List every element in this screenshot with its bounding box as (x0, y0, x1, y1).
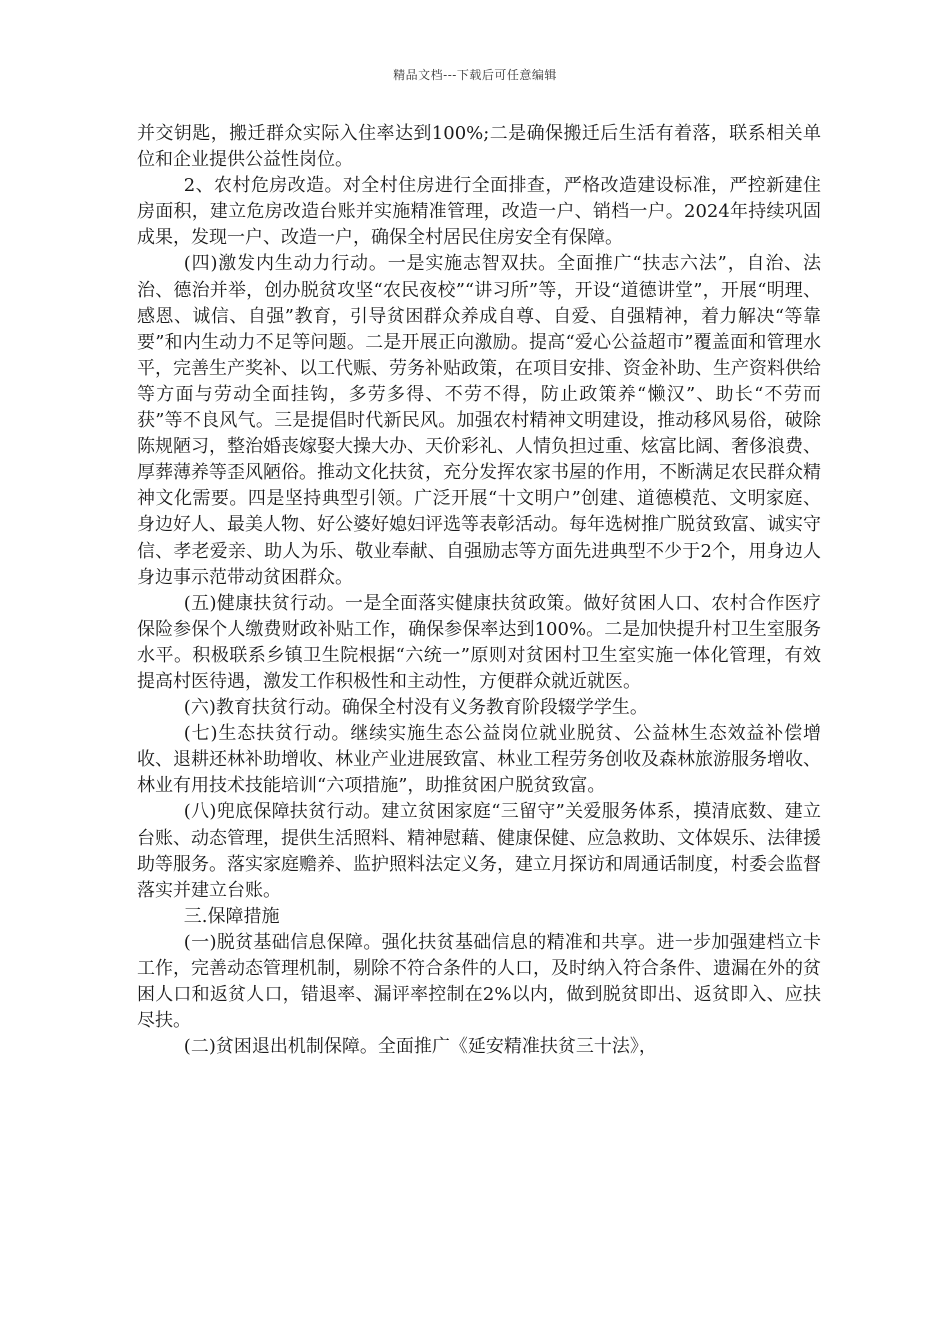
document-body (137, 121, 821, 1060)
paragraph-education-poverty: (六)教育扶贫行动。确保全村没有义务教育阶段辍学学生。 (183, 697, 648, 719)
paragraph-exit-mechanism: (二)贫困退出机制保障。全面推广《延安精准扶贫三十法》， (183, 1036, 657, 1058)
page-header: 精品文档---下载后可任意编辑 (393, 68, 557, 82)
paragraph-dangerous-housing: 2、农村危房改造。对全村住房进行全面排查，严格改造建设标准，严控新建住房面积，建立危房改造台账并实施精准管理，改造一户、销档一户。2024年持续巩固成果，发现一户、改造一户，确保全村居民住房安全有保障。 (137, 175, 821, 249)
paragraph-ecology-poverty: (七)生态扶贫行动。继续实施生态公益岗位就业脱贫、公益林生态效益补偿增收、退耕还林补助增收、林业产业进展致富、林业工程劳务创收及森林旅游服务增收、林业有用技术技能培训“六项措施”，助推贫困户脱贫致富。 (137, 723, 821, 797)
paragraph-internal-motivation: (四)激发内生动力行动。一是实施志智双扶。全面推广“扶志六法”，自治、法治、德治并举，创办脱贫攻坚“农民夜校”“讲习所”等，开设“道德讲堂”，开展“明理、感恩、诚信、自强”教育，引导贫困群众养成自尊、自爱、自强精神，着力解决“等靠要”和内生动力不足等问题。二是开展正向激励。提高“爱心公益超市”覆盖面和管理水平，完善生产奖补、以工代赈、劳务补贴政策，在项目安排、资金补助、生产资料供给等方面与劳动全面挂钩，多劳多得、不劳不得，防止政策养“懒汉”、助长“不劳而获”等不良风气。三是提倡时代新民风。加强农村精神文明建设，推动移风易俗，破除陈规陋习，整治婚丧嫁娶大操大办、天价彩礼、人情负担过重、炫富比阔、奢侈浪费、厚葬薄养等歪风陋俗。推动文化扶贫，充分发挥农家书屋的作用，不断满足农民群众精神文化需要。四是坚持典型引领。广泛开展“十文明户”创建、道德模范、文明家庭、身边好人、最美人物、好公婆好媳妇评选等表彰活动。每年选树推广脱贫致富、诚实守信、孝老爱亲、助人为乐、敬业奉献、自强励志等方面先进典型不少于2个，用身边人身边事示范带动贫困群众。 (137, 253, 821, 588)
paragraph-basic-info-guarantee: (一)脱贫基础信息保障。强化扶贫基础信息的精准和共享。进一步加强建档立卡工作，完善动态管理机制，剔除不符合条件的人口，及时纳入符合条件、遗漏在外的贫困人口和返贫人口，错退率、漏评率控制在2%以内，做到脱贫即出、返贫即入、应扶尽扶。 (137, 931, 821, 1032)
section-heading-safeguards: 三.保障措施 (183, 905, 280, 927)
paragraph-relocation-continued: 并交钥匙，搬迁群众实际入住率达到100%;二是确保搬迁后生活有着落，联系相关单位和企业提供公益性岗位。 (137, 123, 821, 171)
paragraph-health-poverty: (五)健康扶贫行动。一是全面落实健康扶贫政策。做好贫困人口、农村合作医疗保险参保个人缴费财政补贴工作，确保参保率达到100%。二是加快提升村卫生室服务水平。积极联系乡镇卫生院根据“六统一”原则对贫困村卫生室实施一体化管理，有效提高村医待遇，激发工作积极性和主动性，方便群众就近就医。 (137, 592, 821, 692)
paragraph-bottom-line-security: (八)兜底保障扶贫行动。建立贫困家庭“三留守”关爱服务体系，摸清底数、建立台账、动态管理，提供生活照料、精神慰藉、健康保健、应急救助、文体娱乐、法律援助等服务。落实家庭赡养、监护照料法定义务，建立月探访和周通话制度，村委会监督落实并建立台账。 (137, 801, 821, 901)
